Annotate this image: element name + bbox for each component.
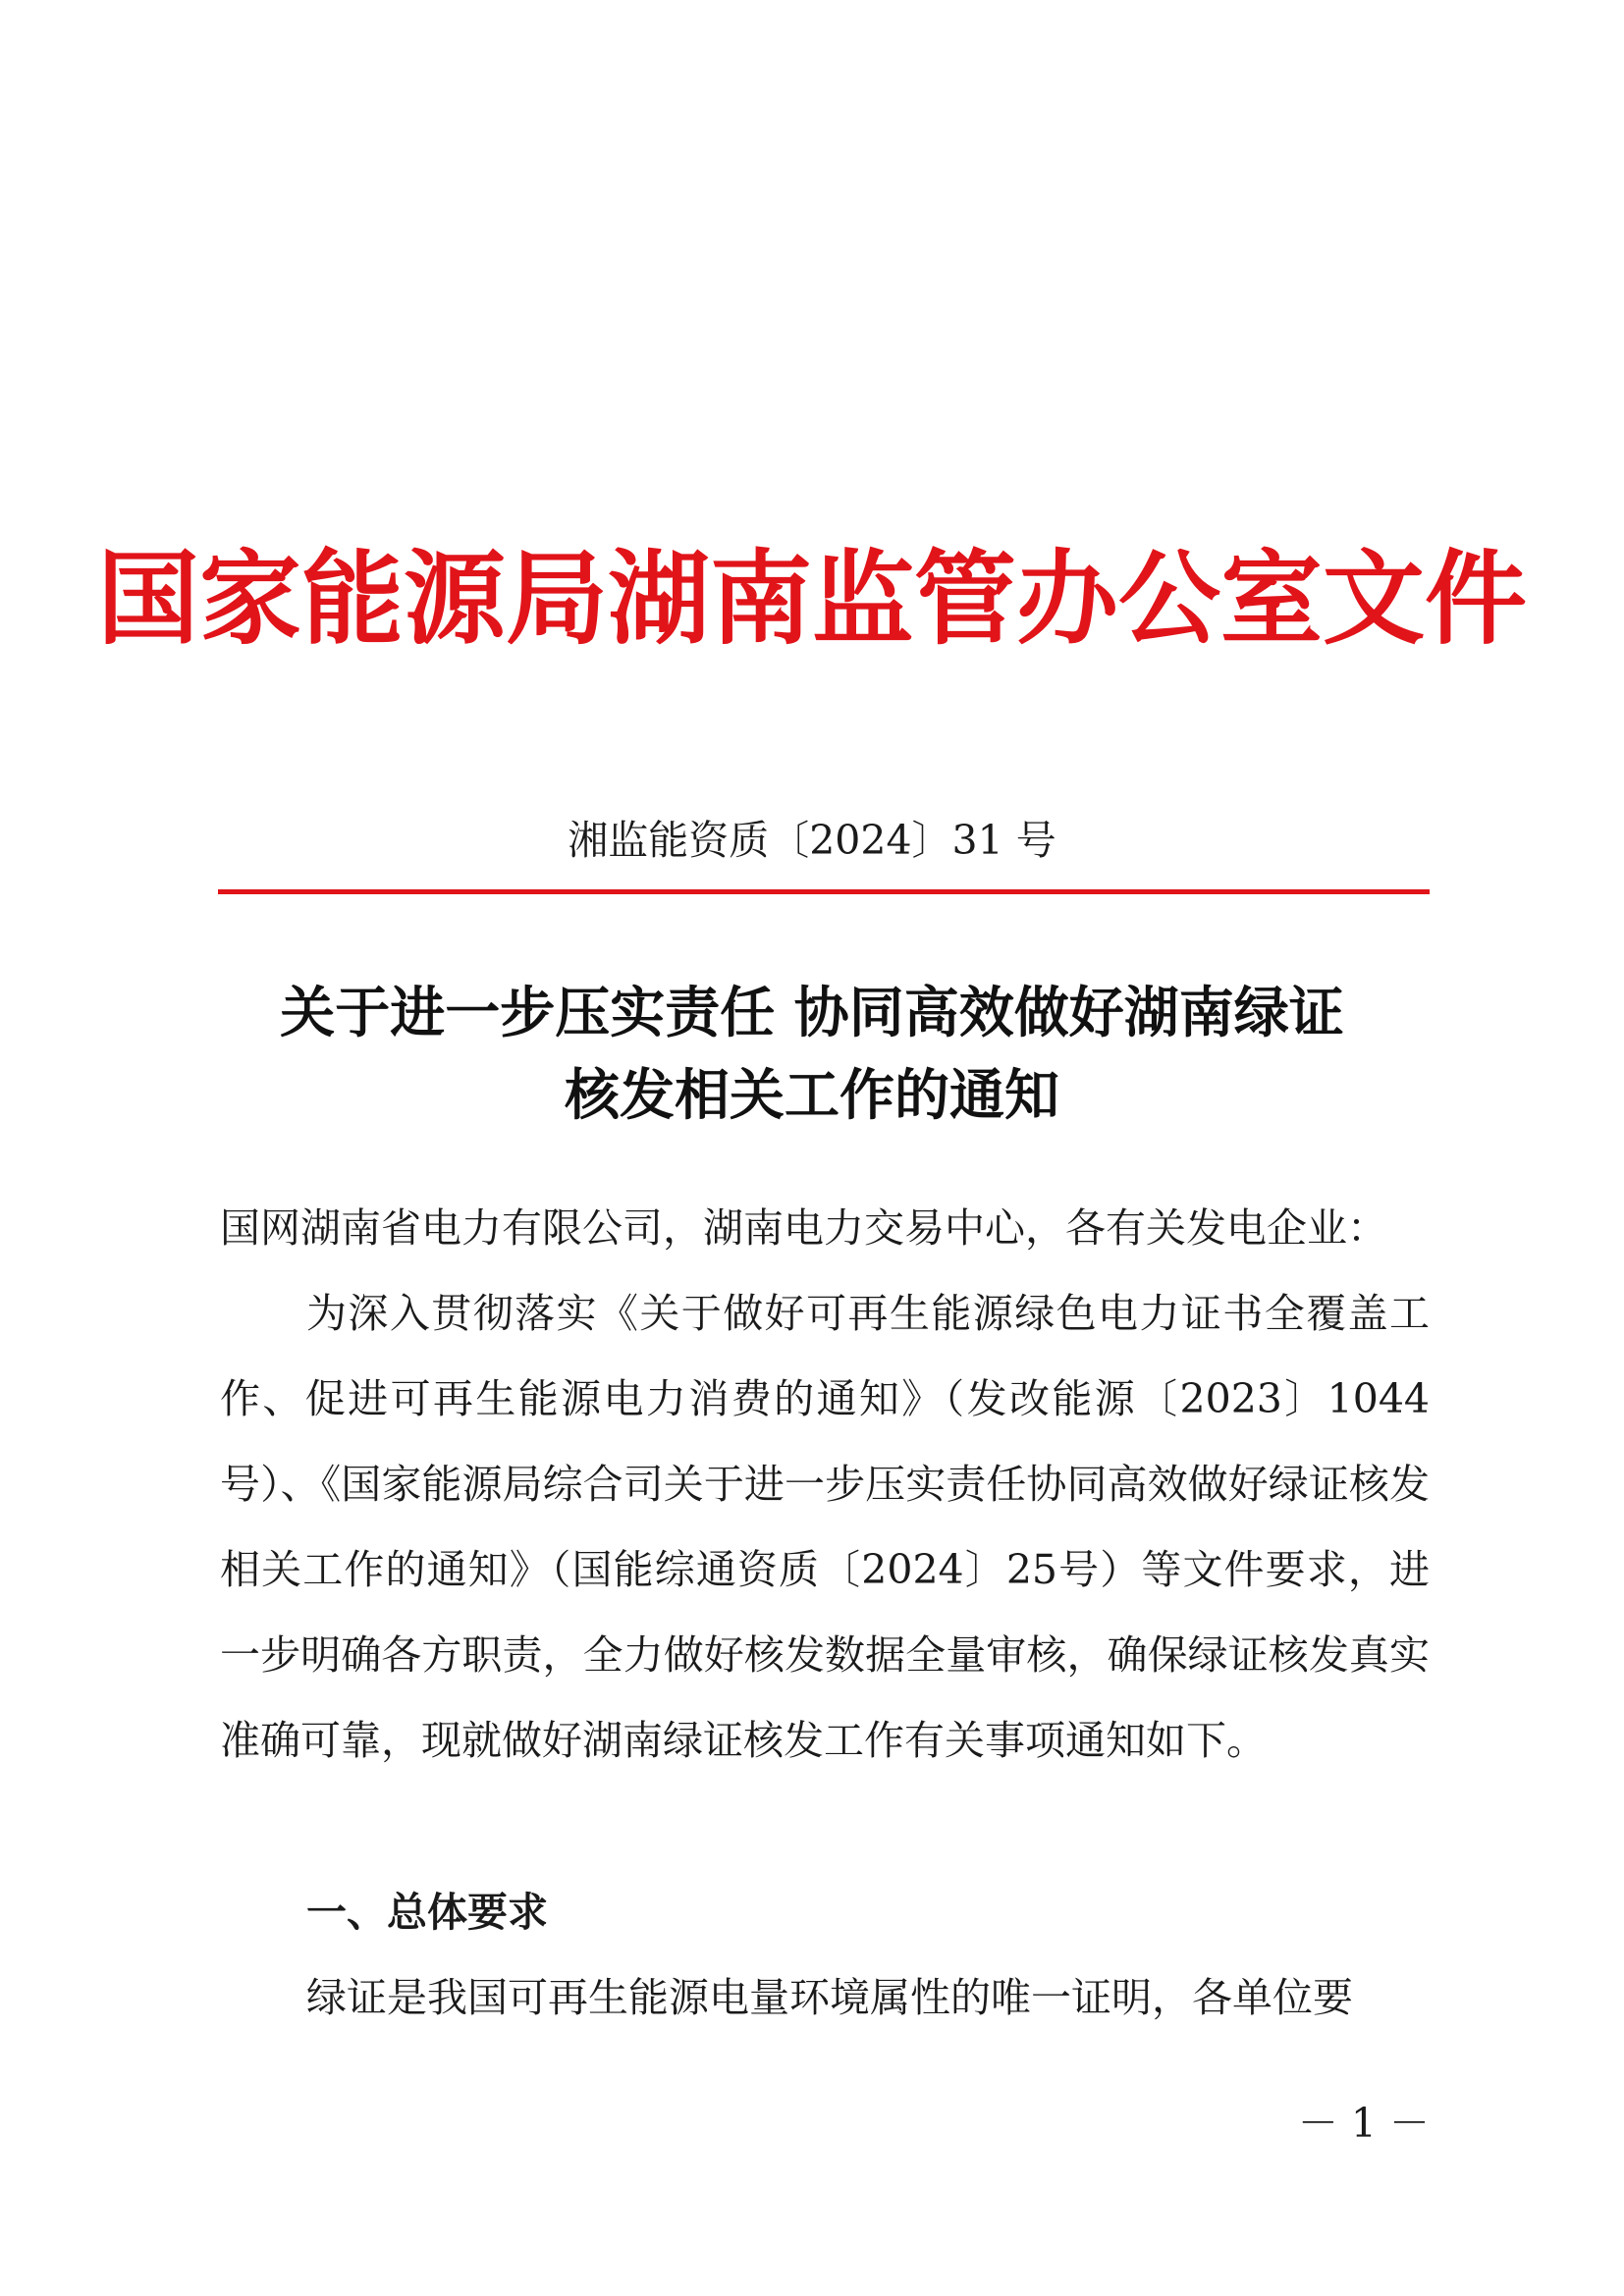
document-header-title: 国家能源局湖南监管办公室文件 — [96, 539, 1527, 659]
addressee-line: 国网湖南省电力有限公司，湖南电力交易中心，各有关发电企业： — [220, 1204, 1387, 1252]
notice-title-line-2: 核发相关工作的通知 — [565, 1063, 1059, 1128]
notice-title-line-1: 关于进一步压实责任 协同高效做好湖南绿证 — [280, 981, 1344, 1045]
page-number: － 1 － — [1297, 2100, 1430, 2147]
section-heading-1: 一、总体要求 — [306, 1889, 548, 1936]
body-paragraph-1: 为深入贯彻落实《关于做好可再生能源绿色电力证书全覆盖工作、促进可再生能源电力消费的通知》（发改能源〔2023〕1044号）、《国家能源局综合司关于进一步压实责任协同高效做好绿证核发相关工作的通知》（国能综通资质〔2024〕25号）等文件要求，进一步明确各方职责，全力做好核发数据全量审核，确保绿证核发真实准确可靠，现就做好湖南绿证核发工作有关事项通知如下。 — [220, 1290, 1430, 1764]
body-paragraph-2: 绿证是我国可再生能源电量环境属性的唯一证明，各单位要 — [306, 1974, 1353, 2021]
notice-title — [0, 972, 1624, 1137]
red-divider-line — [218, 889, 1430, 894]
document-number: 湘监能资质〔2024〕31 号 — [568, 817, 1056, 864]
